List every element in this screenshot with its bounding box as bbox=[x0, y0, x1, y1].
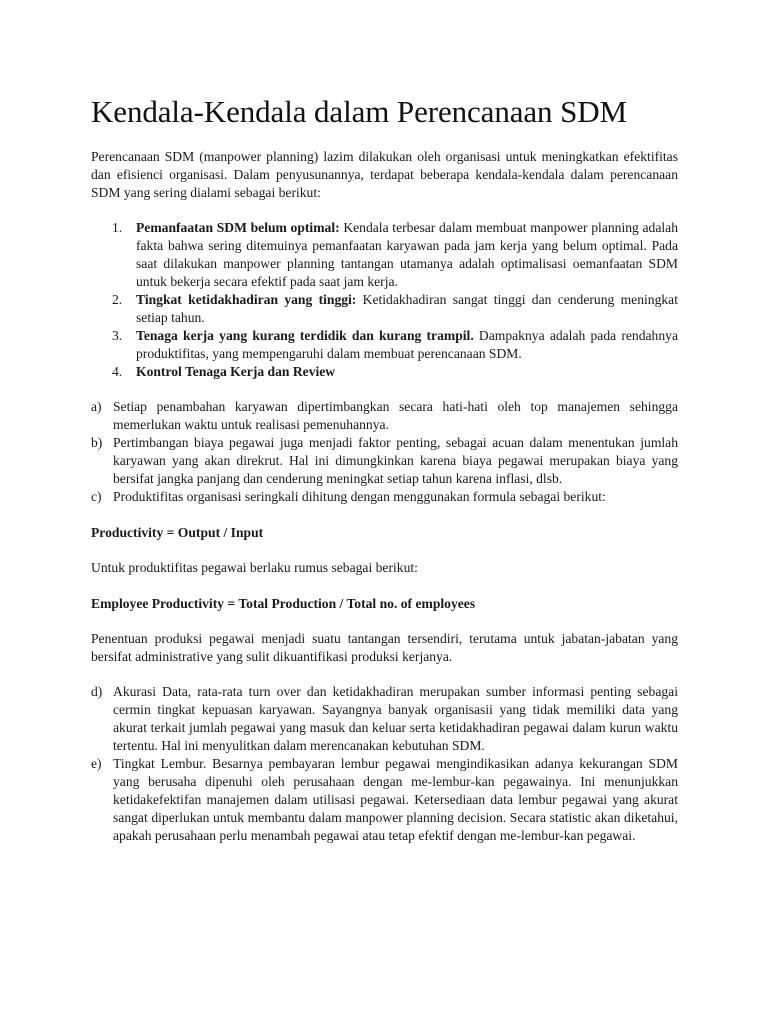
production-measurement-paragraph: Penentuan produksi pegawai menjadi suatu tantangan tersendiri, terutama untuk jabatan-jabatan yang bersifat administrative yang sulit dikuantifikasi produksi kerjanya. bbox=[91, 631, 678, 664]
list-item bbox=[91, 434, 678, 488]
constraints-numbered-list bbox=[91, 219, 678, 381]
list-item bbox=[91, 291, 678, 327]
list-item-text: Ketidakhadiran sangat tinggi dan cenderung meningkat setiap tahun. bbox=[136, 292, 678, 325]
list-letter: c) bbox=[91, 489, 102, 504]
document-title: Kendala-Kendala dalam Perencanaan SDM bbox=[91, 94, 627, 129]
list-item bbox=[91, 683, 678, 755]
list-number: 1. bbox=[112, 220, 123, 235]
list-item bbox=[91, 488, 678, 506]
list-item bbox=[91, 755, 678, 845]
list-item bbox=[91, 327, 678, 363]
list-number: 3. bbox=[112, 328, 123, 343]
list-item-text: Pertimbangan biaya pegawai juga menjadi faktor penting, sebagai acuan dalam menentukan jumlah karyawan yang akan direkrut. Hal ini dimungkinkan karena biaya pegawai merupakan biaya yang bersifat jangka panjang dan cenderung meningkat setiap tahun karena inflasi, dlsb. bbox=[113, 435, 678, 486]
list-letter: a) bbox=[91, 399, 102, 414]
list-item-text: Setiap penambahan karyawan dipertimbangkan secara hati-hati oleh top manajemen sehingga memerlukan waktu untuk realisasi pemenuhannya. bbox=[113, 399, 678, 432]
list-number: 2. bbox=[112, 292, 123, 307]
list-item-text: Produktifitas organisasi seringkali dihitung dengan menggunakan formula sebagai berikut: bbox=[113, 489, 606, 504]
list-item-heading: Kontrol Tenaga Kerja dan Review bbox=[136, 364, 336, 379]
list-letter: b) bbox=[91, 435, 103, 450]
productivity-formula: Productivity = Output / Input bbox=[91, 525, 264, 540]
list-number: 4. bbox=[112, 364, 123, 379]
list-letter: d) bbox=[91, 684, 103, 699]
employee-productivity-formula: Employee Productivity = Total Production / Total no. of employees bbox=[91, 596, 476, 611]
list-letter: e) bbox=[91, 756, 102, 771]
list-item-text: Akurasi Data, rata-rata turn over dan ketidakhadiran merupakan sumber informasi penting sebagai cermin tingkat kepuasan karyawan. Sayangnya banyak organisasii yang tidak memiliki data yang akurat terkait jumlah pegawai yang masuk dan keluar serta ketidakhadiran pegawai dalam kurun waktu tertentu. Hal ini menyulitkan dalam merencanakan kebutuhan SDM. bbox=[113, 684, 678, 753]
list-item-heading: Tenaga kerja yang kurang terdidik dan kurang trampil. bbox=[136, 328, 474, 343]
list-item bbox=[91, 398, 678, 434]
list-item bbox=[91, 363, 678, 381]
intro-paragraph: Perencanaan SDM (manpower planning) lazim dilakukan oleh organisasi untuk meningkatkan efektifitas dan efisienci organisasi. Dalam penyusunannya, terdapat beberapa kendala-kendala dalam perencanaan SDM yang sering dialami sebagai berikut: bbox=[91, 149, 678, 200]
data-lettered-list bbox=[91, 683, 678, 845]
list-item-text: Dampaknya adalah pada rendahnya produktifitas, yang mempengaruhi dalam membuat perencanaan SDM. bbox=[136, 328, 678, 361]
list-item-heading: Tingkat ketidakhadiran yang tinggi: bbox=[136, 292, 357, 307]
control-lettered-list bbox=[91, 398, 678, 506]
list-item-text: Tingkat Lembur. Besarnya pembayaran lembur pegawai mengindikasikan adanya kekurangan SDM yang berusaha dipenuhi oleh perusahaan dengan me-lembur-kan pegawainya. Ini menunjukkan ketidakefektifan manajemen dalam utilisasi pegawai. Ketersediaan data lembur pegawai yang akurat sangat diperlukan untuk membantu dalam manpower planning decision. Secara statistic akan diketahui, apakah perusahaan perlu menambah pegawai atau tetap efektif dengan me-lembur-kan pegawai. bbox=[113, 756, 678, 843]
list-item-heading: Pemanfaatan SDM belum optimal: bbox=[136, 220, 340, 235]
document-page bbox=[91, 92, 678, 845]
employee-productivity-intro: Untuk produktifitas pegawai berlaku rumus sebagai berikut: bbox=[91, 560, 418, 575]
list-item-text: Kendala terbesar dalam membuat manpower planning adalah fakta bahwa sering ditemuinya pemanfaatan karyawan pada jam kerja yang belum optimal. Pada saat dilakukan manpower planning tantangan utamanya adalah optimalisasi oemanfaatan SDM untuk bekerja secara efektif pada saat jam kerja. bbox=[136, 220, 678, 289]
list-item bbox=[91, 219, 678, 291]
